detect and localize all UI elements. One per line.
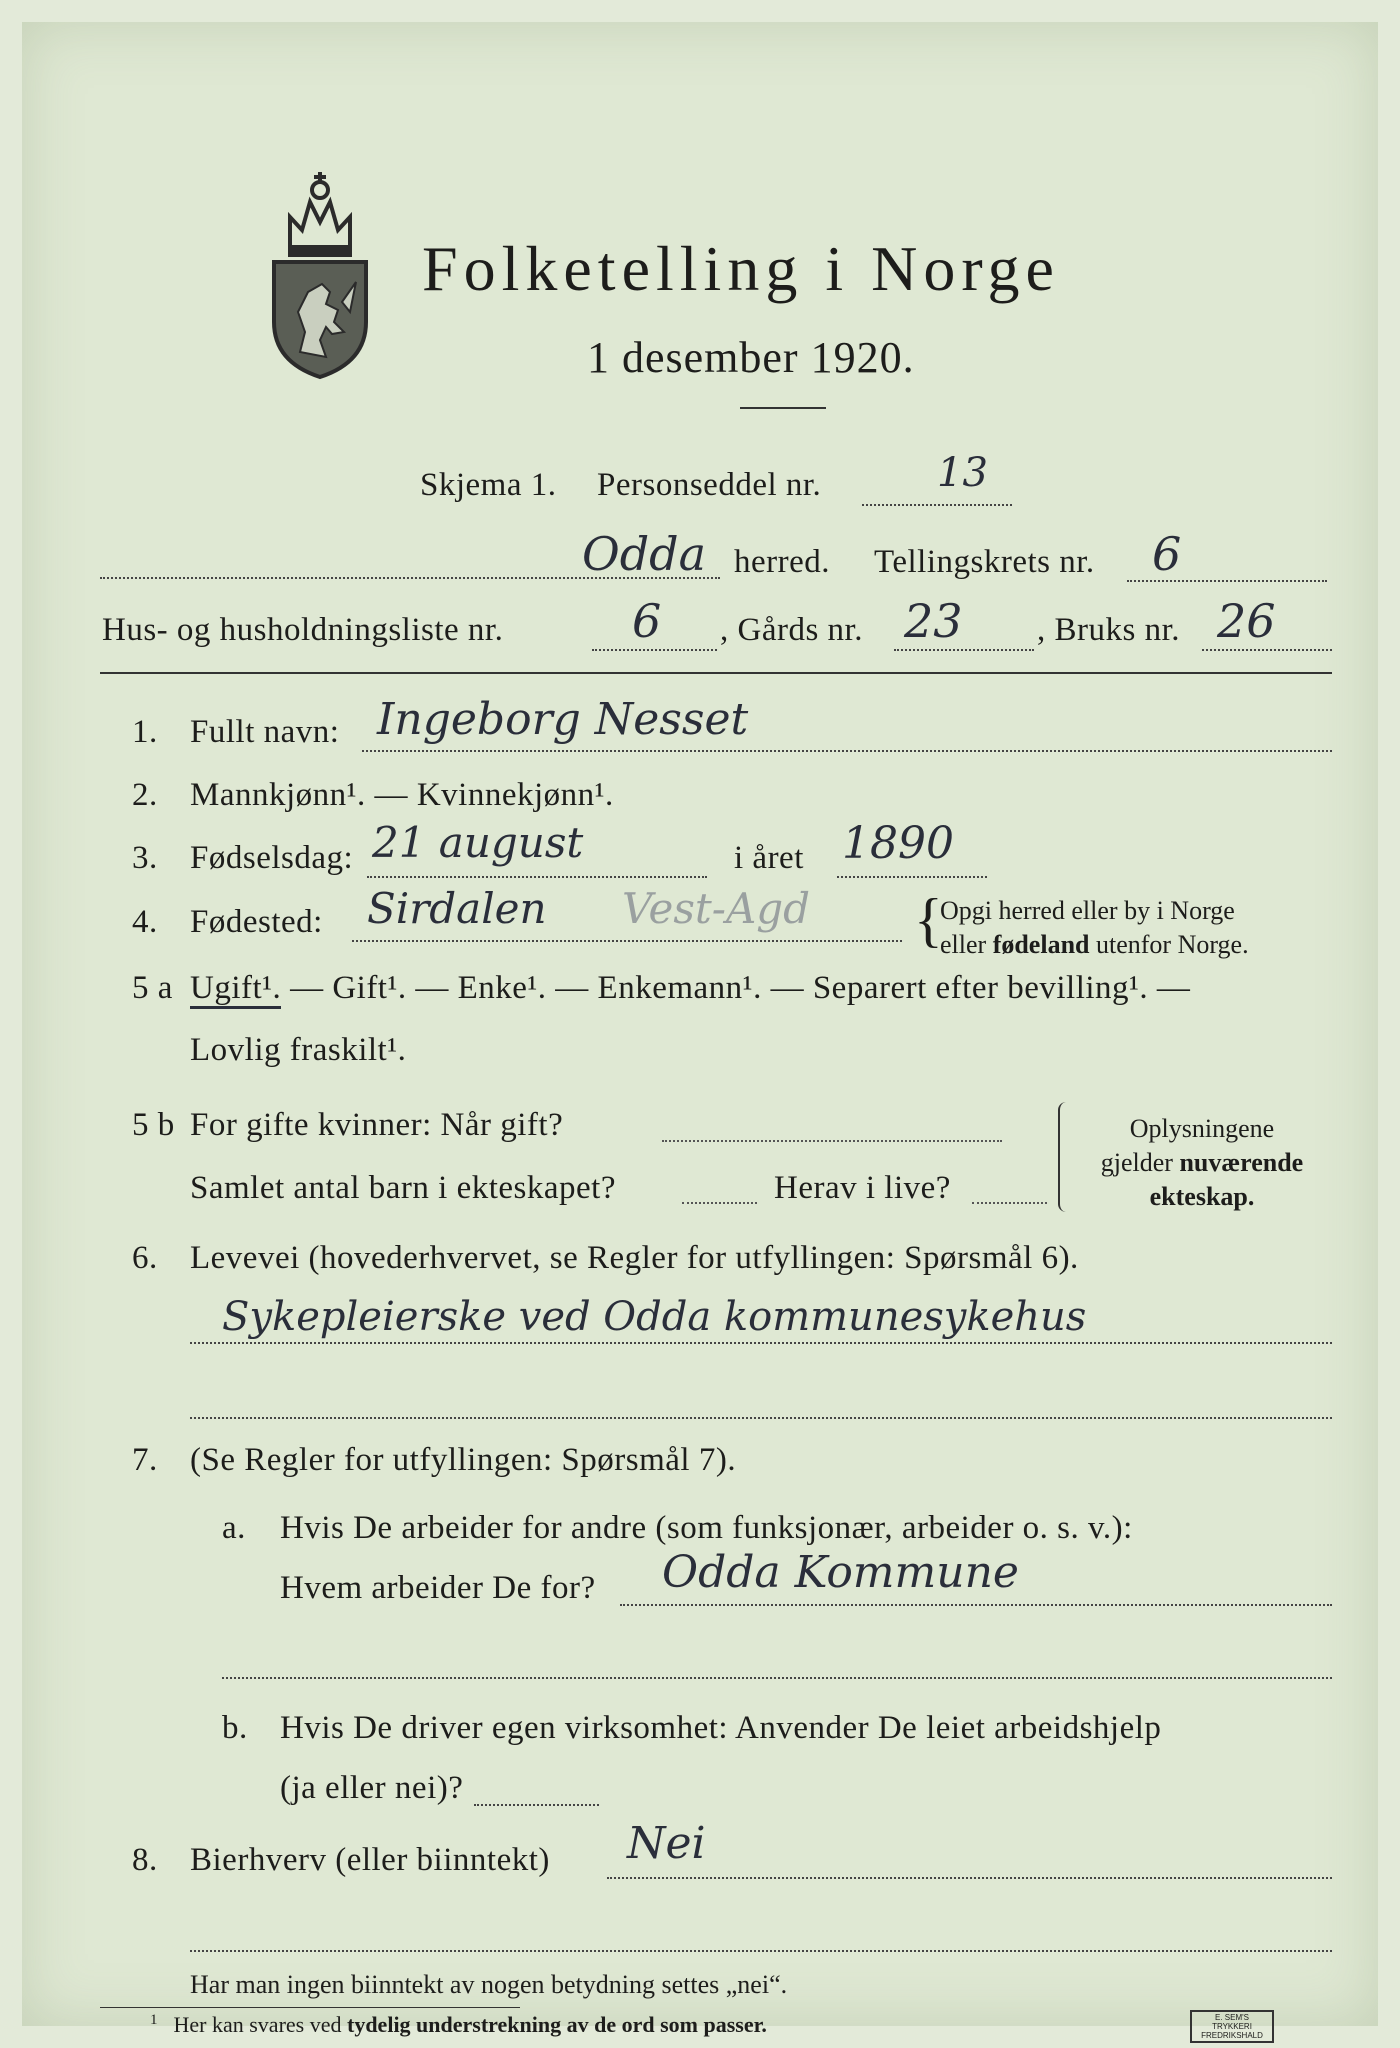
q3-year-value: 1890 xyxy=(842,818,954,869)
tellingskrets-label: Tellingskrets nr. xyxy=(874,544,1095,580)
skjema-label: Skjema 1. xyxy=(420,467,557,503)
q5b-number: 5 b xyxy=(132,1107,175,1143)
q3-label: Fødselsdag: xyxy=(190,840,354,876)
herred-value: Odda xyxy=(582,527,707,581)
q4-value: Sirdalen xyxy=(367,884,547,933)
bruks-value: 26 xyxy=(1217,594,1276,648)
q5b-brace xyxy=(1058,1102,1066,1212)
footnote-rule xyxy=(100,2007,520,2008)
q3-number: 3. xyxy=(132,840,158,876)
q7b-line xyxy=(474,1804,599,1806)
q7a-text2: Hvem arbeider De for? xyxy=(280,1570,596,1606)
q3-year-label: i året xyxy=(734,840,804,876)
q7a-line xyxy=(620,1604,1332,1606)
printer-stamp: E. SEM'S TRYKKERI FREDRIKSHALD xyxy=(1190,2010,1274,2043)
gards-value: 23 xyxy=(904,594,963,648)
q7b-text2: (ja eller nei)? xyxy=(280,1770,464,1806)
census-form xyxy=(22,22,1378,2026)
q5b-label3: Herav i live? xyxy=(774,1170,951,1206)
personseddel-line xyxy=(862,504,1012,506)
q8-value: Nei xyxy=(627,1818,706,1869)
q2-number: 2. xyxy=(132,777,158,813)
q8-line2 xyxy=(190,1950,1332,1952)
q5a-number: 5 a xyxy=(132,970,173,1006)
q3-value: 21 august xyxy=(372,818,584,867)
q4-label: Fødested: xyxy=(190,904,323,940)
q5b-line1 xyxy=(662,1140,1002,1142)
q6-line1 xyxy=(190,1342,1332,1344)
form-title: Folketelling i Norge xyxy=(422,233,1060,304)
q7a-value: Odda Kommune xyxy=(662,1547,1019,1598)
footer-note: Har man ingen biinntekt av nogen betydning settes „nei“. xyxy=(190,1970,788,1999)
q7b-text: Hvis De driver egen virksomhet: Anvender De leiet arbeidshjelp xyxy=(280,1710,1162,1746)
q5b-line2 xyxy=(682,1202,757,1204)
personseddel-value: 13 xyxy=(937,450,988,496)
q4-value-faint: Vest-Agd xyxy=(622,884,811,933)
tellingskrets-value: 6 xyxy=(1152,527,1182,581)
q8-number: 8. xyxy=(132,1842,158,1878)
q2-label: Mannkjønn¹. — Kvinnekjønn¹. xyxy=(190,777,614,813)
gards-line xyxy=(894,649,1034,651)
q1-number: 1. xyxy=(132,714,158,750)
q3-year-line xyxy=(837,876,987,878)
q7a-letter: a. xyxy=(222,1510,246,1546)
q7a-text: Hvis De arbeider for andre (som funksjonær, arbeider o. s. v.): xyxy=(280,1510,1133,1546)
q3-line xyxy=(367,876,707,878)
q6-value: Sykepleierske ved Odda kommunesykehus xyxy=(222,1294,1087,1340)
q7-number: 7. xyxy=(132,1442,158,1478)
q7a-line2 xyxy=(222,1677,1332,1679)
q5a-options: Ugift¹. — Gift¹. — Enke¹. — Enkemann¹. — Separert efter bevilling¹. — xyxy=(190,970,1190,1007)
q4-brace: { xyxy=(914,887,943,953)
form-date: 1 desember 1920. xyxy=(587,333,915,382)
footnote: $^1$ Her kan svares ved tydelig understrekning av de ord som passer. xyxy=(150,2012,767,2037)
q8-label: Bierhverv (eller biinntekt) xyxy=(190,1842,550,1878)
q4-line xyxy=(352,940,902,942)
q1-label: Fullt navn: xyxy=(190,714,340,750)
q1-line xyxy=(362,750,1332,752)
q5a-line2: Lovlig fraskilt¹. xyxy=(190,1032,407,1068)
q4-number: 4. xyxy=(132,904,158,940)
q5b-line3 xyxy=(972,1202,1047,1204)
gards-label: , Gårds nr. xyxy=(720,612,863,648)
q6-number: 6. xyxy=(132,1240,158,1276)
hus-label: Hus- og husholdningsliste nr. xyxy=(102,612,504,648)
herred-label: herred. xyxy=(734,544,831,580)
hus-value: 6 xyxy=(632,594,662,648)
bruks-label: , Bruks nr. xyxy=(1037,612,1181,648)
personseddel-label: Personseddel nr. xyxy=(597,467,822,503)
hus-line xyxy=(592,649,717,651)
bruks-line xyxy=(1202,649,1332,651)
q8-line xyxy=(607,1877,1332,1879)
coat-of-arms-icon xyxy=(260,162,380,382)
title-divider xyxy=(740,407,826,409)
q7-label: (Se Regler for utfyllingen: Spørsmål 7). xyxy=(190,1442,737,1478)
q5b-label2: Samlet antal barn i ekteskapet? xyxy=(190,1170,617,1206)
q2-kvinnekjonn: Kvinnekjønn¹. xyxy=(416,777,614,813)
q5a-ugift: Ugift¹. xyxy=(190,970,281,1009)
q5b-note: Oplysningene gjelder nuværende ekteskap. xyxy=(1100,1114,1304,1211)
q1-value: Ingeborg Nesset xyxy=(377,694,749,745)
header-rule xyxy=(100,672,1332,674)
q6-label: Levevei (hovederhvervet, se Regler for utfyllingen: Spørsmål 6). xyxy=(190,1240,1079,1276)
q6-line2 xyxy=(190,1417,1332,1419)
q5b-label1: For gifte kvinner: Når gift? xyxy=(190,1107,564,1143)
q7b-letter: b. xyxy=(222,1710,248,1746)
q4-note: Opgi herred eller by i Norge eller fødeland utenfor Norge. xyxy=(940,896,1249,959)
